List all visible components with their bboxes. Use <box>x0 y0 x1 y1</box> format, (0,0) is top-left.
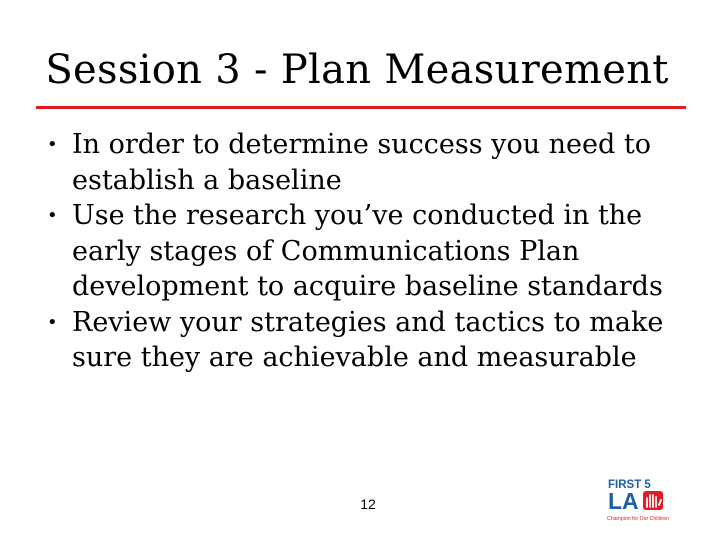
bullet-text: Use the research you’ve conducted in the early stages of Communications Plan development to acquire baseline standards <box>72 200 663 302</box>
bullet-icon: • <box>47 311 58 333</box>
logo-text-la: LA <box>608 488 639 514</box>
logo-tagline: Champion for Our Children <box>607 516 669 522</box>
bullet-icon: • <box>47 134 58 155</box>
page-number: 12 <box>360 496 376 512</box>
logo-text-first5: FIRST 5 <box>608 479 651 491</box>
title-underline <box>36 106 686 109</box>
bullet-item <box>44 305 694 376</box>
bullet-item <box>44 198 694 305</box>
bullet-item <box>44 127 694 198</box>
first5-la-logo <box>606 476 670 524</box>
slide-title: Session 3 - Plan Measurement <box>45 47 669 93</box>
bullet-list <box>44 127 694 376</box>
bullet-text: In order to determine success you need to establish a baseline <box>72 129 651 196</box>
bullet-text: Review your strategies and tactics to make sure they are achievable and measurable <box>72 306 664 373</box>
hand-icon <box>643 491 663 510</box>
bullet-icon: • <box>47 205 58 226</box>
